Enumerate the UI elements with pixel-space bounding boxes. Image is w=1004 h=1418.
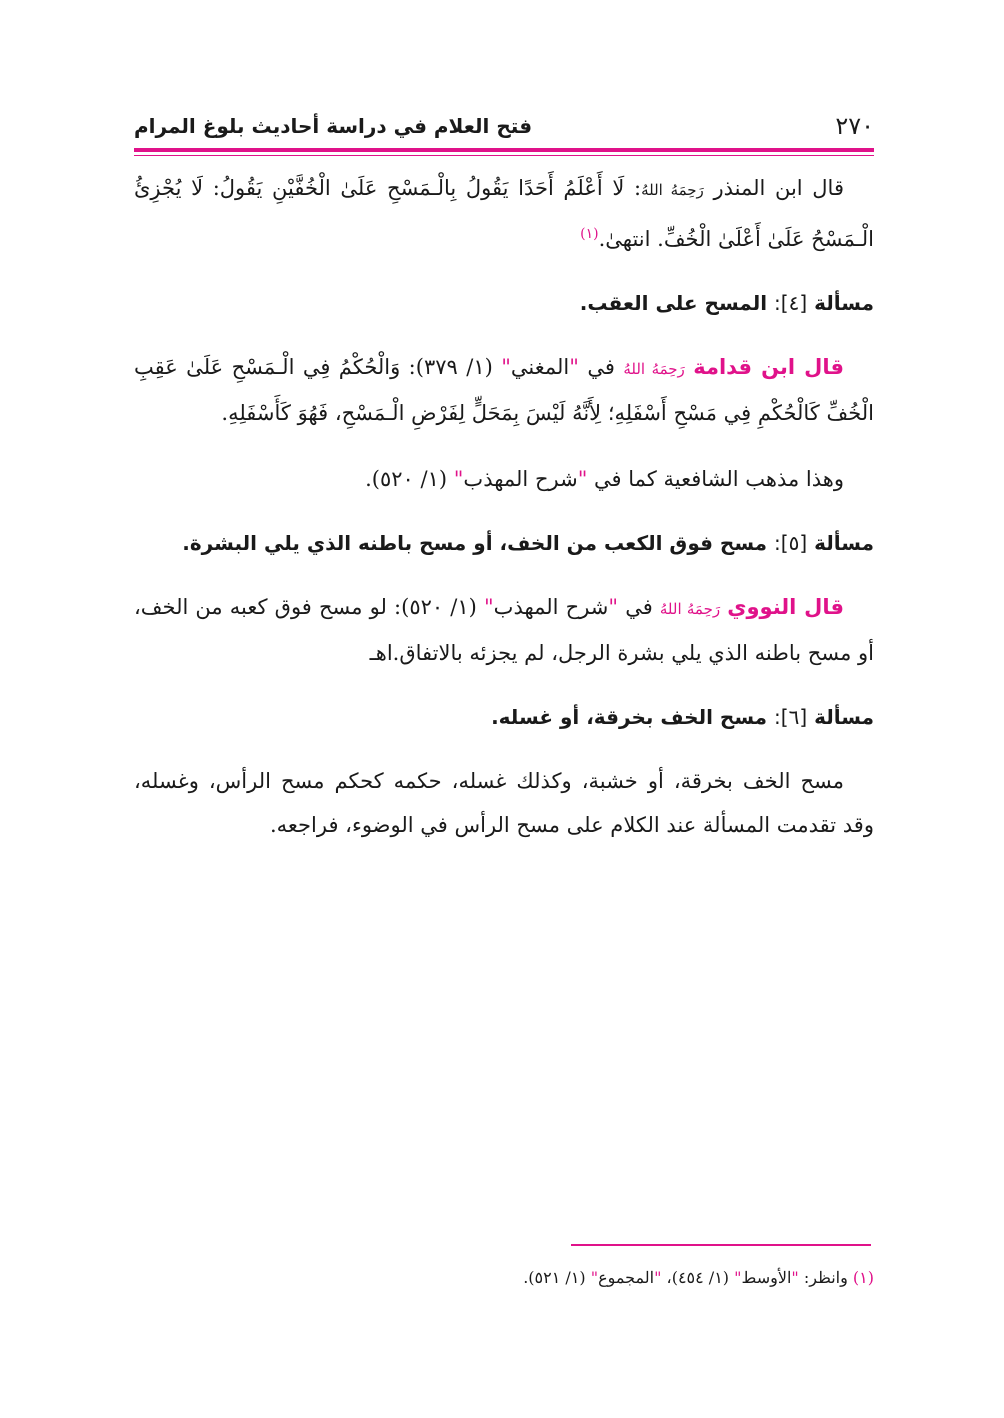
volume-ref: (١/ ٥٢٠)	[401, 595, 477, 619]
speaker: قال ابن قدامة	[693, 355, 844, 379]
issue-label: مسألة	[814, 531, 874, 555]
volume-ref: (١/ ٣٧٩)	[415, 355, 493, 379]
quote-text: : وَالْحُكْمُ فِي الْـمَسْحِ عَلَىٰ عَقِبِ الْخُفِّ كَالْحُكْمِ فِي مَسْحِ أَسْفَلِهِ؛ لِأَنَّهُ لَيْسَ بِمَحَلٍّ لِفَرْضِ الْـمَسْحِ، فَهُوَ كَأَسْفَلِهِ.	[134, 355, 874, 425]
page-number: ٢٧٠	[835, 112, 874, 140]
paragraph-shafii: وهذا مذهب الشافعية كما في "شرح المهذب" (١/ ٥٢٠).	[365, 467, 844, 491]
book-name: الأوسط	[741, 1268, 792, 1287]
issue-label: مسألة	[814, 705, 874, 729]
honorific-mark: رَحِمَهُ اللهُ	[641, 181, 704, 199]
speaker: قال النووي	[727, 595, 844, 619]
footnote-number: (١)	[852, 1268, 874, 1287]
issue-label: مسألة	[814, 291, 874, 315]
quote-text: : لو مسح فوق كعبه من الخف، أو مسح باطنه الذي يلي بشرة الرجل، لم يجزئه بالاتفاق.اهـ	[134, 595, 874, 665]
book-name: المغني	[510, 355, 570, 379]
volume-ref: (١/ ٥٢١).	[523, 1268, 586, 1287]
issue-heading-5	[134, 523, 874, 563]
volume-ref: (١/ ٤٥٤)،	[666, 1268, 730, 1287]
paragraph-ibn-qudama: قال ابن قدامة رَحِمَهُ اللهُ في "المغني" (١/ ٣٧٩): وَالْحُكْمُ فِي الْـمَسْحِ عَلَىٰ عَقِبِ الْخُفِّ كَالْحُكْمِ فِي مَسْحِ أَسْفَلِهِ؛ لِأَنَّهُ لَيْسَ بِمَحَلٍّ لِفَرْضِ الْـمَسْحِ، فَهُوَ كَأَسْفَلِهِ.	[134, 355, 874, 425]
text: وهذا مذهب الشافعية كما في	[594, 467, 844, 491]
issue-heading-6	[134, 697, 874, 737]
honorific-mark: رَحِمَهُ اللهُ	[659, 600, 721, 618]
preposition: في	[625, 595, 653, 619]
honorific-mark: رَحِمَهُ اللهُ	[623, 360, 685, 378]
footnote-rule	[571, 1244, 871, 1246]
header-rule-thin	[134, 155, 874, 156]
paragraph-ibn-almundhir	[134, 166, 874, 261]
speaker: قال ابن المنذر	[713, 176, 844, 200]
preposition: في	[587, 355, 615, 379]
paragraph-nawawi: قال النووي رَحِمَهُ اللهُ في "شرح المهذب" (١/ ٥٢٠): لو مسح فوق كعبه من الخف، أو مسح باطنه الذي يلي بشرة الرجل، لم يجزئه بالاتفاق.اهـ	[134, 595, 874, 665]
volume-ref: (١/ ٥٢٠).	[365, 467, 448, 491]
page-header	[134, 108, 874, 148]
book-title: فتح العلام في دراسة أحاديث بلوغ المرام	[134, 114, 533, 138]
paragraph-washing-khuff: مسح الخف بخرقة، أو خشبة، وكذلك غسله، حكمه كحكم مسح الرأس، وغسله، وقد تقدمت المسألة عند الكلام على مسح الرأس في الوضوء، فراجعه.	[134, 769, 874, 837]
book-name: شرح المهذب	[463, 467, 578, 491]
footnote-text: وانظر:	[803, 1268, 848, 1287]
quote-text: : لَا أَعْلَمُ أَحَدًا يَقُولُ بِالْـمَسْحِ عَلَىٰ الْخُفَّيْنِ يَقُولُ: لَا يُجْزِئُ الْـمَسْحُ عَلَىٰ أَعْلَىٰ الْخُفِّ. انتهىٰ.	[134, 176, 874, 251]
footnote-ref[interactable]: (١)	[580, 226, 599, 242]
issue-number: [٥]:	[774, 531, 808, 555]
issue-number: [٦]:	[774, 705, 808, 729]
issue-title: المسح على العقب.	[579, 291, 768, 315]
issue-number: [٤]:	[774, 291, 808, 315]
issue-heading-4	[134, 283, 874, 323]
footnote: (١) وانظر: "الأوسط" (١/ ٤٥٤)، "المجموع" (١/ ٥٢١).	[523, 1268, 874, 1287]
issue-title: مسح الخف بخرقة، أو غسله.	[491, 705, 768, 729]
main-content	[134, 166, 874, 869]
book-name: المجموع	[598, 1268, 655, 1287]
book-name: شرح المهذب	[493, 595, 609, 619]
issue-title: مسح فوق الكعب من الخف، أو مسح باطنه الذي يلي البشرة.	[182, 531, 768, 555]
header-rule	[134, 148, 874, 152]
